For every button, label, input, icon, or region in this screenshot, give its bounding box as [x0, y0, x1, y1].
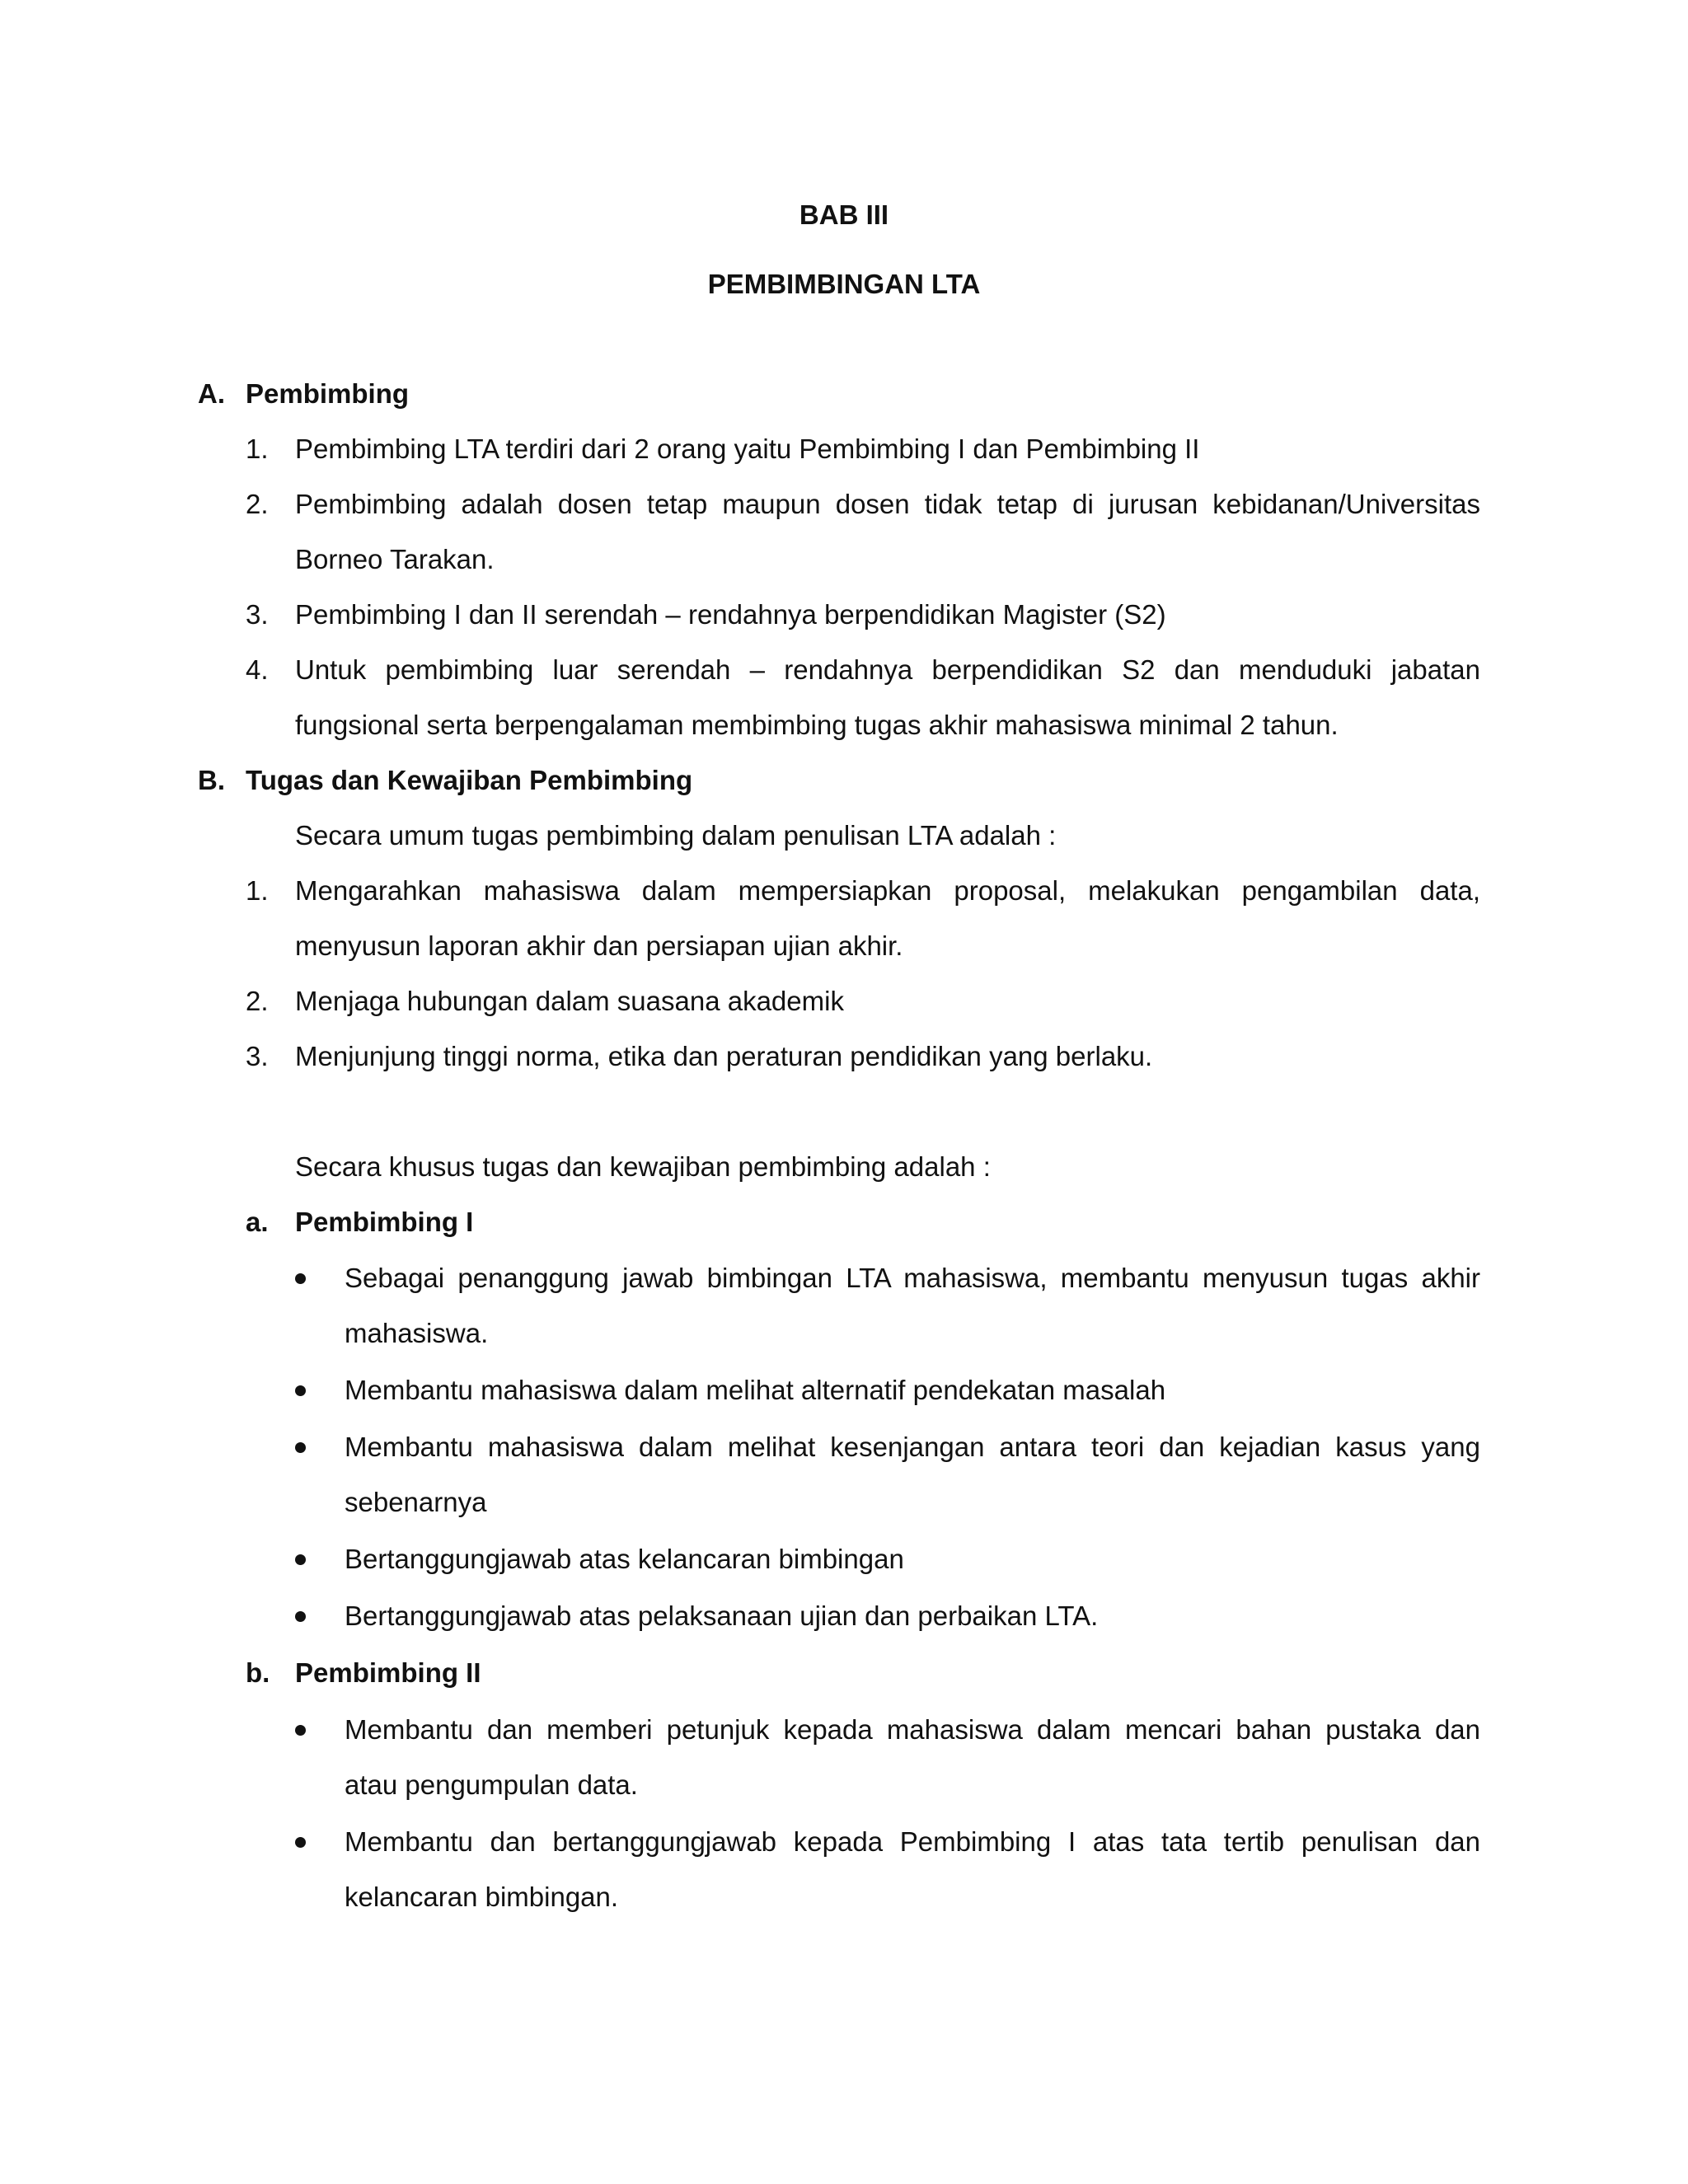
sub-a-bullet-text: Membantu mahasiswa dalam melihat alternatif pendekatan masalah [345, 1375, 1166, 1405]
section-a-item-text: Untuk pembimbing luar serendah – rendahnya berpendidikan S2 dan menduduki jabatan [295, 654, 1480, 685]
section-a-item-text: Pembimbing I dan II serendah – rendahnya berpendidikan Magister (S2) [295, 599, 1166, 630]
section-a-marker: A. [198, 378, 225, 409]
section-a-item-number: 4. [246, 654, 269, 685]
sub-a-bullet-text: Sebagai penanggung jawab bimbingan LTA mahasiswa, membantu menyusun tugas akhir [345, 1263, 1480, 1293]
bullet-icon [295, 1837, 306, 1848]
sub-a-bullet-text-continued: sebenarnya [345, 1487, 487, 1517]
section-b-heading: Tugas dan Kewajiban Pembimbing [246, 765, 693, 795]
bullet-icon [295, 1273, 306, 1284]
general-item-number: 1. [246, 875, 269, 906]
section-b-marker: B. [198, 765, 225, 795]
section-a-item-text-continued: Borneo Tarakan. [295, 544, 495, 574]
sub-a-bullet-text: Membantu mahasiswa dalam melihat kesenjangan antara teori dan kejadian kasus yang [345, 1432, 1480, 1462]
sub-b-heading: Pembimbing II [295, 1657, 481, 1688]
sub-a-bullet-text: Bertanggungjawab atas kelancaran bimbingan [345, 1544, 904, 1574]
general-item-text: Menjaga hubungan dalam suasana akademik [295, 986, 844, 1016]
sub-b-bullet-text: Membantu dan memberi petunjuk kepada mahasiswa dalam mencari bahan pustaka dan [345, 1714, 1480, 1745]
section-a-item-number: 1. [246, 434, 269, 464]
bullet-icon [295, 1554, 306, 1565]
section-a-item-number: 3. [246, 599, 269, 630]
section-a-item-text: Pembimbing LTA terdiri dari 2 orang yaitu Pembimbing I dan Pembimbing II [295, 434, 1200, 464]
general-item-number: 2. [246, 986, 269, 1016]
section-a-heading: Pembimbing [246, 378, 410, 409]
general-item-text: Mengarahkan mahasiswa dalam mempersiapkan proposal, melakukan pengambilan data, [295, 875, 1480, 906]
chapter-title: PEMBIMBINGAN LTA [707, 269, 981, 299]
sub-b-marker: b. [246, 1657, 270, 1688]
sub-a-bullet-text-continued: mahasiswa. [345, 1318, 489, 1348]
sub-a-bullet-text: Bertanggungjawab atas pelaksanaan ujian dan perbaikan LTA. [345, 1601, 1099, 1631]
chapter-number: BAB III [799, 199, 889, 230]
general-item-number: 3. [246, 1041, 269, 1071]
section-a-item-text-continued: fungsional serta berpengalaman membimbing tugas akhir mahasiswa minimal 2 tahun. [295, 710, 1339, 740]
section-a-item-number: 2. [246, 489, 269, 519]
bullet-icon [295, 1442, 306, 1453]
bullet-icon [295, 1725, 306, 1736]
bullet-icon [295, 1385, 306, 1396]
general-intro: Secara umum tugas pembimbing dalam penulisan LTA adalah : [295, 820, 1057, 851]
specific-intro: Secara khusus tugas dan kewajiban pembimbing adalah : [295, 1151, 991, 1182]
bullet-icon [295, 1611, 306, 1622]
general-item-text: Menjunjung tinggi norma, etika dan peraturan pendidikan yang berlaku. [295, 1041, 1153, 1071]
sub-b-bullet-text-continued: atau pengumpulan data. [345, 1769, 638, 1800]
sub-a-heading: Pembimbing I [295, 1207, 474, 1237]
section-a-item-text: Pembimbing adalah dosen tetap maupun dosen tidak tetap di jurusan kebidanan/Universitas [295, 489, 1480, 519]
sub-b-bullet-text: Membantu dan bertanggungjawab kepada Pembimbing I atas tata tertib penulisan dan [345, 1826, 1480, 1857]
general-item-text-continued: menyusun laporan akhir dan persiapan ujian akhir. [295, 930, 903, 961]
sub-a-marker: a. [246, 1207, 269, 1237]
sub-b-bullet-text-continued: kelancaran bimbingan. [345, 1882, 619, 1912]
